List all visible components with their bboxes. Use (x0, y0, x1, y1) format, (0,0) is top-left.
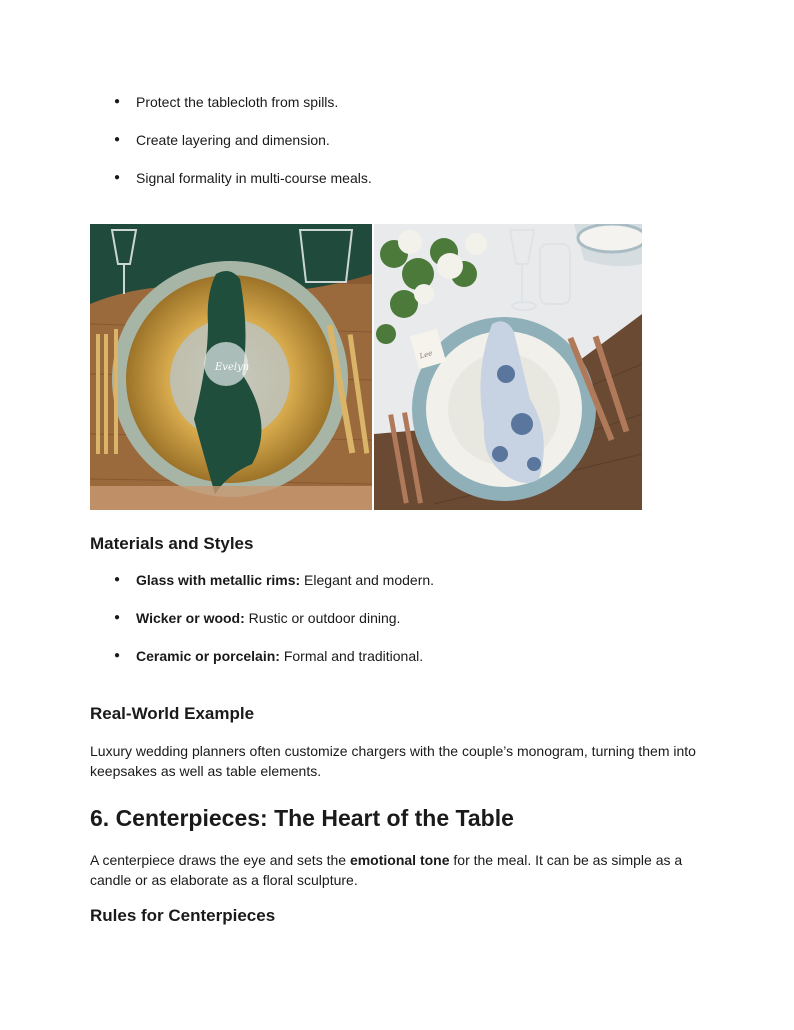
section-heading: Rules for Centerpieces (90, 906, 276, 925)
list-item (114, 609, 734, 647)
text: for the meal. It can be as simple as a candle or as elaborate as a floral sculpture. (90, 852, 683, 888)
place-card-text: Evelyn (215, 362, 250, 373)
paragraph: Luxury wedding planners often customize chargers with the couple’s monogram, turning them into keepsakes as well as table elements. (90, 743, 696, 779)
list-item: ● Create layering and dimension. (114, 131, 734, 169)
text: A centerpiece draws the eye and sets the (90, 852, 350, 868)
paragraph (90, 850, 710, 890)
description: Rustic or outdoor dining. (244, 610, 401, 626)
list-item (114, 647, 734, 685)
term: Ceramic or porcelain: (136, 648, 280, 664)
intro-bullet-list (114, 93, 734, 207)
place-card-text: Lee (418, 349, 434, 361)
photo-row (90, 224, 642, 510)
section-heading: Materials and Styles (90, 534, 254, 553)
description: Formal and traditional. (279, 648, 424, 664)
list-item: ● Protect the tablecloth from spills. (114, 93, 734, 131)
chapter-heading: 6. Centerpieces: The Heart of the Table (90, 805, 514, 831)
term: Wicker or wood: (136, 610, 245, 626)
term: Glass with metallic rims: (136, 572, 301, 588)
green-napkin-charger-photo (90, 224, 372, 510)
list-item: ● Signal formality in multi-course meals. (114, 169, 734, 207)
floral-napkin-charger-photo (374, 224, 642, 510)
description: Elegant and modern. (300, 572, 435, 588)
emphasis: emotional tone (349, 852, 450, 868)
materials-bullet-list (114, 571, 734, 685)
section-heading: Real-World Example (90, 704, 255, 723)
list-item (114, 571, 734, 609)
